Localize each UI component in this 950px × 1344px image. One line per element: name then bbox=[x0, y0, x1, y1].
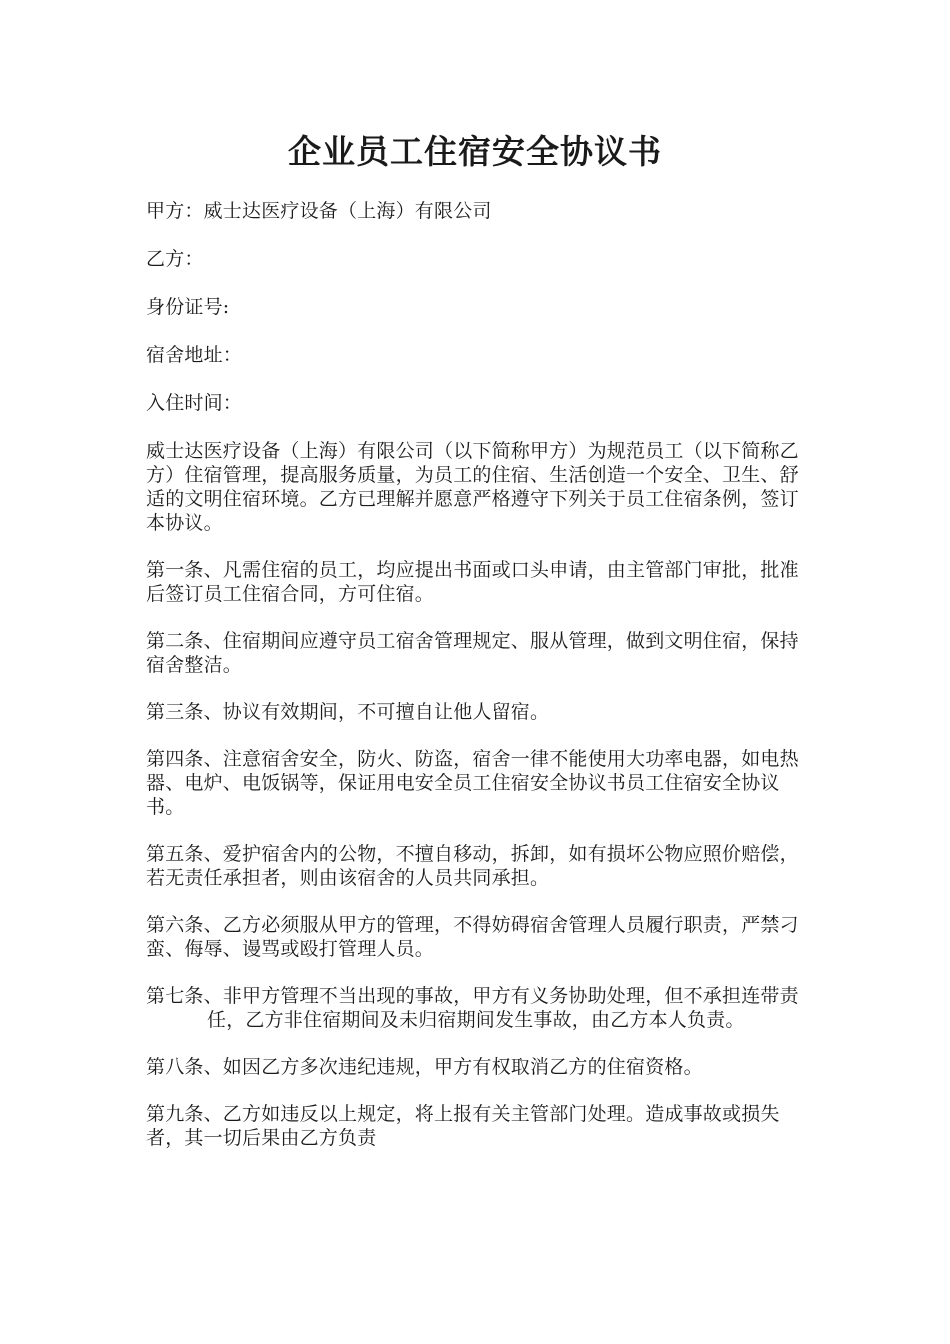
dorm-address-field: 宿舍地址： bbox=[146, 344, 243, 366]
article-9: 第九条、乙方如违反以上规定，将上报有关主管部门处理。造成事故或损失者，其一切后果由乙方负责 bbox=[146, 1103, 780, 1149]
article-8: 第八条、如因乙方多次违纪违规，甲方有权取消乙方的住宿资格。 bbox=[146, 1056, 703, 1078]
check-in-time-field: 入住时间： bbox=[146, 392, 243, 414]
intro-paragraph: 威士达医疗设备（上海）有限公司（以下简称甲方）为规范员工（以下简称乙方）住宿管理，提高服务质量，为员工的住宿、生活创造一个安全、卫生、舒适的文明住宿环境。乙方已理解并愿意严格遵守下列关于员工住宿条例，签订本协议。 bbox=[146, 440, 799, 534]
article-6: 第六条、乙方必须服从甲方的管理，不得妨碍宿舍管理人员履行职责，严禁刁蛮、侮辱、谩骂或殴打管理人员。 bbox=[146, 914, 799, 960]
article-5: 第五条、爱护宿舍内的公物，不擅自移动，拆卸，如有损坏公物应照价赔偿，若无责任承担者，则由该宿舍的人员共同承担。 bbox=[146, 843, 799, 889]
article-3: 第三条、协议有效期间，不可擅自让他人留宿。 bbox=[146, 701, 550, 723]
article-2: 第二条、住宿期间应遵守员工宿舍管理规定、服从管理，做到文明住宿，保持宿舍整洁。 bbox=[146, 630, 799, 676]
id-number-field: 身份证号: bbox=[146, 296, 230, 318]
article-1: 第一条、凡需住宿的员工，均应提出书面或口头申请，由主管部门审批，批准后签订员工住宿合同，方可住宿。 bbox=[146, 559, 799, 605]
party-a-field: 甲方：威士达医疗设备（上海）有限公司 bbox=[146, 200, 492, 222]
document-body bbox=[146, 199, 806, 1173]
article-4: 第四条、注意宿舍安全，防火、防盗，宿舍一律不能使用大功率电器，如电热器、电炉、电饭锅等，保证用电安全员工住宿安全协议书员工住宿安全协议书。 bbox=[146, 748, 799, 818]
document-title: 企业员工住宿安全协议书 bbox=[288, 132, 662, 171]
party-b-field: 乙方： bbox=[146, 248, 204, 270]
article-7: 第七条、非甲方管理不当出现的事故，甲方有义务协助处理，但不承担连带责任，乙方非住宿期间及未归宿期间发生事故，由乙方本人负责。 bbox=[146, 985, 799, 1031]
